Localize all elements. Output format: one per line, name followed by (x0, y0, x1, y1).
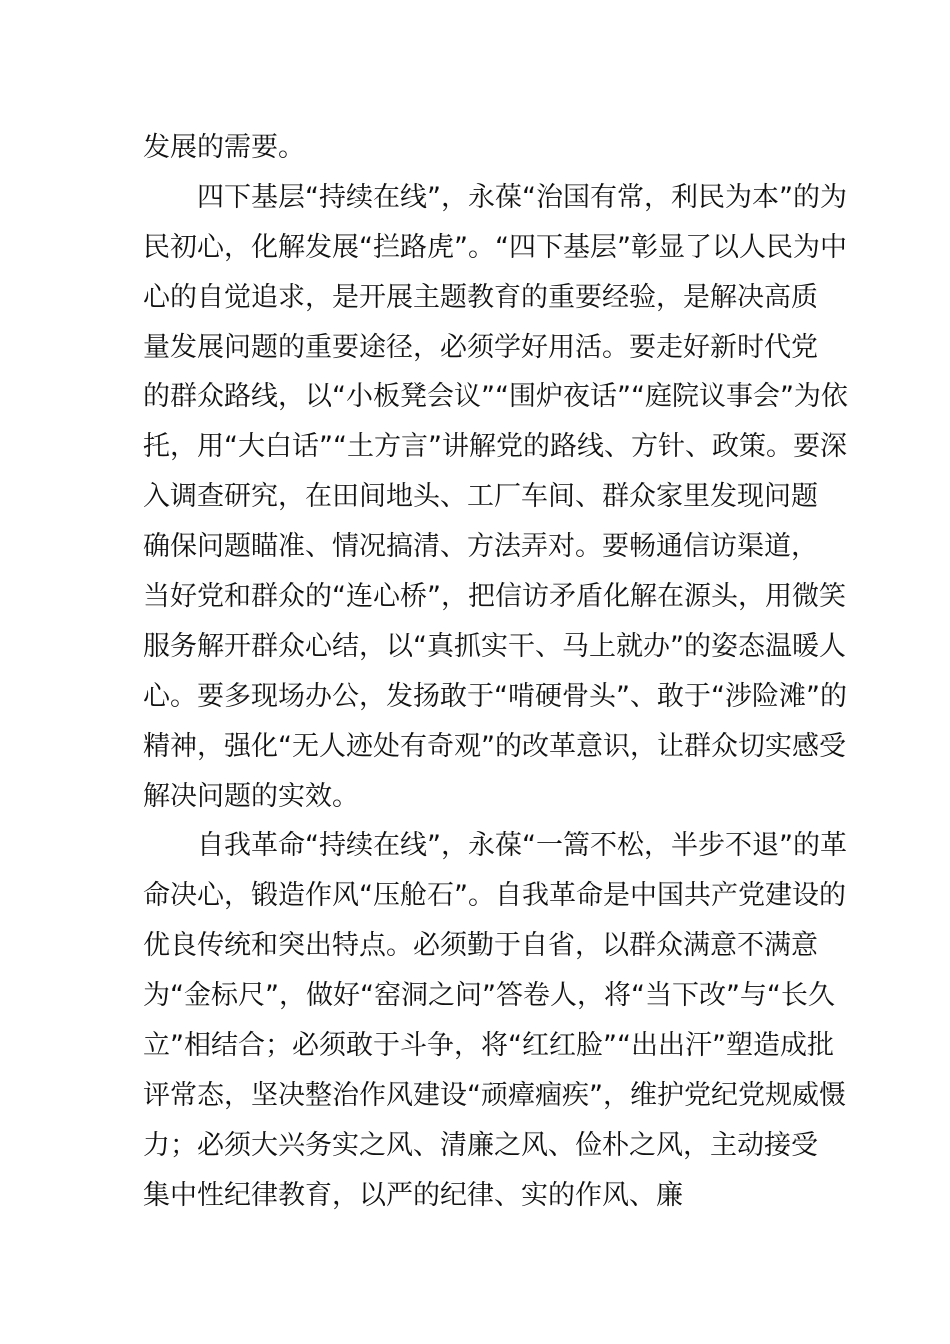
text-line: 民初心，化解发展“拦路虎”。“四下基层”彰显了以人民为中 (143, 231, 847, 263)
text-line: 托，用“大白话”“土方言”讲解党的路线、方针、政策。要深 (143, 431, 847, 463)
text-line: 立”相结合；必须敢于斗争，将“红红脸”“出出汗”塑造成批 (143, 1030, 834, 1062)
text-line: 集中性纪律教育，以严的纪律、实的作风、廉 (143, 1179, 683, 1211)
text-line: 命决心，锻造作风“压舱石”。自我革命是中国共产党建设的 (143, 880, 846, 912)
text-line: 当好党和群众的“连心桥”，把信访矛盾化解在源头，用微笑 (143, 581, 846, 613)
text-line: 的群众路线，以“小板凳会议”“围炉夜话”“庭院议事会”为依 (143, 381, 848, 413)
text-line: 力；必须大兴务实之风、清廉之风、俭朴之风，主动接受 (143, 1129, 818, 1161)
text-line: 精神，强化“无人迹处有奇观”的改革意识，让群众切实感受 (143, 730, 846, 762)
text-line: 优良传统和突出特点。必须勤于自省，以群众满意不满意 (143, 930, 818, 962)
text-line: 发展的需要。 (143, 132, 305, 163)
text-line: 心的自觉追求，是开展主题教育的重要经验，是解决高质 (143, 281, 818, 313)
text-line: 入调查研究，在田间地头、工厂车间、群众家里发现问题 (143, 481, 818, 513)
text-line: 为“金标尺”，做好“窑洞之问”答卷人，将“当下改”与“长久 (143, 980, 835, 1012)
text-line: 解决问题的实效。 (143, 780, 359, 812)
text-line: 服务解开群众心结，以“真抓实干、马上就办”的姿态温暖人 (143, 630, 846, 662)
paragraph-first-line: 自我革命“持续在线”，永葆“一篙不松，半步不退”的革 (197, 830, 847, 862)
paragraph-first-line: 四下基层“持续在线”，永葆“治国有常，利民为本”的为 (197, 181, 847, 213)
body-text (143, 123, 848, 1221)
text-line: 确保问题瞄准、情况搞清、方法弄对。要畅通信访渠道， (143, 531, 818, 563)
text-line: 心。要多现场办公，发扬敢于“啃硬骨头”、敢于“涉险滩”的 (143, 680, 847, 712)
text-line: 量发展问题的重要途径，必须学好用活。要走好新时代党 (143, 331, 818, 363)
text-line: 评常态，坚决整治作风建设“顽瘴痼疾”，维护党纪党规威慑 (143, 1079, 846, 1111)
